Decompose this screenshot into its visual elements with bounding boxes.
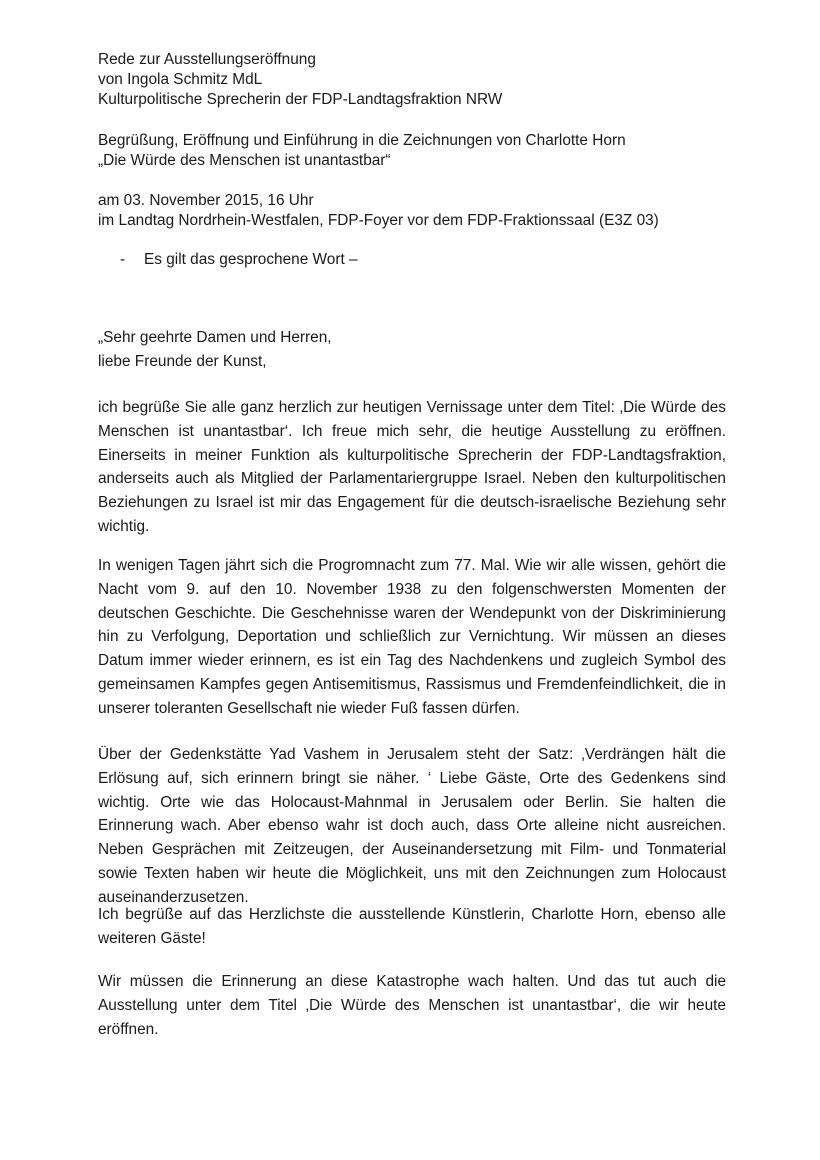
paragraph-4: Ich begrüße auf das Herzlichste die ausstellende Künstlerin, Charlotte Horn, ebenso alle weiteren Gäste! bbox=[98, 906, 726, 947]
paragraph-1: ich begrüße Sie alle ganz herzlich zur heutigen Vernissage unter dem Titel: ‚Die Würde des Menschen ist unantastbar‘. Ich freue mich sehr, die heutige Ausstellung zu eröffnen. Einerseits in meiner Funktion als kulturpolitische Sprecherin der FDP-Landtagsfraktion, anderseits auch als Mitglied der Parlamentariergruppe Israel. Neben den kulturpolitischen Beziehungen zu Israel ist mir das Engagement für die deutsch-israelische Beziehung sehr wichtig. bbox=[98, 399, 726, 535]
paragraph-2: In wenigen Tagen jährt sich die Progromnacht zum 77. Mal. Wie wir alle wissen, gehört die Nacht vom 9. auf den 10. November 1938 zu den folgenschwersten Momenten der deutschen Geschichte. Die Geschehnisse waren der Wendepunkt von der Diskriminierung hin zu Verfolgung, Deportation und schließlich zur Vernichtung. Wir müssen an dieses Datum immer wieder erinnern, es ist ein Tag des Nachdenkens und zugleich Symbol des gemeinsamen Kampfes gegen Antisemitismus, Rassismus und Fremdenfeindlichkeit, die in unserer toleranten Gesellschaft nie wieder Fuß fassen dürfen. bbox=[98, 557, 726, 717]
speaker-name: von Ingola Schmitz MdL bbox=[98, 71, 263, 88]
salutation-line-1: „Sehr geehrte Damen und Herren, bbox=[98, 329, 332, 346]
notice-dash: - bbox=[120, 251, 126, 268]
salutation-block bbox=[98, 326, 332, 374]
event-location: im Landtag Nordrhein-Westfalen, FDP-Foyer vor dem FDP-Fraktionssaal (E3Z 03) bbox=[98, 212, 659, 229]
paragraph-3: Über der Gedenkstätte Yad Vashem in Jerusalem steht der Satz: ‚Verdrängen hält die Erlösung auf, sich erinnern bringt sie näher. ‘ Liebe Gäste, Orte des Gedenkens sind wichtig. Orte wie das Holocaust-Mahnmal in Jerusalem oder Berlin. Sie halten die Erinnerung wach. Aber ebenso wahr ist doch auch, dass Orte alleine nicht ausreichen. Neben Gesprächen mit Zeitzeugen, der Auseinandersetzung mit Film- und Tonmaterial sowie Texten haben wir heute die Möglichkeit, uns mit den Zeichnungen zum Holocaust auseinanderzusetzen. bbox=[98, 746, 726, 906]
notice-line bbox=[98, 250, 358, 270]
salutation-line-2: liebe Freunde der Kunst, bbox=[98, 353, 267, 370]
speaker-role: Kulturpolitische Sprecherin der FDP-Landtagsfraktion NRW bbox=[98, 91, 503, 108]
intro-description: Begrüßung, Eröffnung und Einführung in die Zeichnungen von Charlotte Horn bbox=[98, 132, 626, 149]
intro-block bbox=[98, 131, 626, 171]
speech-title: Rede zur Ausstellungseröffnung bbox=[98, 51, 316, 68]
event-date: am 03. November 2015, 16 Uhr bbox=[98, 192, 314, 209]
notice-text: Es gilt das gesprochene Wort – bbox=[144, 251, 358, 268]
paragraph-5: Wir müssen die Erinnerung an diese Katastrophe wach halten. Und das tut auch die Ausstellung unter dem Titel ‚Die Würde des Menschen ist unantastbar‘, die wir heute eröffnen. bbox=[98, 973, 726, 1038]
exhibition-title: „Die Würde des Menschen ist unantastbar“ bbox=[98, 152, 391, 169]
header-block bbox=[98, 50, 502, 110]
date-place-block bbox=[98, 191, 659, 231]
